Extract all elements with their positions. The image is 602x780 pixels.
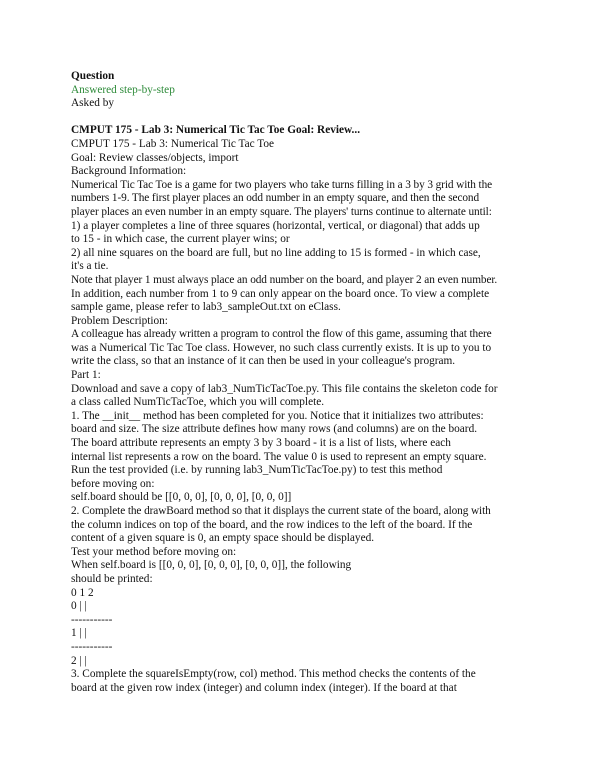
board-output-line: 0 1 2 [71, 586, 94, 599]
body-line: 2. Complete the drawBoard method so that it displays the current state of the board, along with [71, 505, 491, 517]
body-line: Goal: Review classes/objects, import [71, 151, 239, 164]
body-line: 1) a player completes a line of three squares (horizontal, vertical, or diagonal) that adds up [71, 219, 480, 232]
board-output-line: 2 | | [71, 654, 87, 667]
body-line: The board attribute represents an empty 3 by 3 board - it is a list of lists, where each [71, 437, 451, 450]
body-line: Download and save a copy of lab3_NumTicTacToe.py. This file contains the skeleton code for [71, 382, 498, 395]
body-line: Note that player 1 must always place an odd number on the board, and player 2 an even number. [71, 273, 498, 286]
body-line: was a Numerical Tic Tac Toe class. However, no such class currently exists. It is up to you to [71, 341, 492, 354]
body-line: 3. Complete the squareIsEmpty(row, col) method. This method checks the contents of the [71, 668, 476, 681]
body-line: A colleague has already written a program to control the flow of this game, assuming that there [71, 328, 492, 341]
body-line: write the class, so that an instance of it can then be used in your colleague's program. [71, 355, 456, 368]
body-line: self.board should be [[0, 0, 0], [0, 0, 0], [0, 0, 0]] [71, 491, 292, 504]
body-line: In addition, each number from 1 to 9 can only appear on the board once. To view a complete [71, 287, 490, 300]
board-output-line: 0 | | [71, 600, 87, 613]
body-line: content of a given square is 0, an empty space should be displayed. [71, 532, 375, 545]
body-line: Numerical Tic Tac Toe is a game for two players who take turns filling in a 3 by 3 grid with the [71, 178, 493, 191]
body-line: player places an even number in an empty square. The players' turns continue to alternate until: [71, 205, 492, 218]
body-line: 2) all nine squares on the board are full, but no line adding to 15 is formed - in which case, [71, 246, 481, 259]
answered-status[interactable]: Answered step-by-step [71, 83, 175, 96]
body-line: 1. The __init__ method has been completed for you. Notice that it initializes two attributes: [71, 409, 484, 422]
body-line: Test your method before moving on: [71, 545, 237, 558]
body-line: the column indices on top of the board, and the row indices to the left of the board. If the [71, 518, 473, 531]
body-line: it's a tie. [71, 260, 109, 273]
body-line: a class called NumTicTacToe, which you will complete. [71, 396, 325, 409]
board-output-line: 1 | | [71, 627, 87, 640]
body-line: board at the given row index (integer) and column index (integer). If the board at that [71, 681, 457, 694]
body-line: Part 1: [71, 369, 101, 382]
body-line: sample game, please refer to lab3_sampleOut.txt on eClass. [71, 301, 341, 314]
question-title: CMPUT 175 - Lab 3: Numerical Tic Tac Toe Goal: Review... [71, 124, 361, 137]
body-line: should be printed: [71, 572, 153, 585]
asked-by: Asked by [71, 97, 114, 110]
body-line: When self.board is [[0, 0, 0], [0, 0, 0], [0, 0, 0]], the following [71, 559, 352, 572]
board-output-line: ----------- [71, 640, 113, 653]
body-line: Run the test provided (i.e. by running lab3_NumTicTacToe.py) to test this method [71, 464, 443, 477]
body-line: Problem Description: [71, 314, 168, 327]
body-line: internal list represents a row on the board. The value 0 is used to represent an empty square. [71, 450, 487, 463]
body-line: before moving on: [71, 477, 155, 490]
question-label: Question [71, 70, 115, 82]
body-line: CMPUT 175 - Lab 3: Numerical Tic Tac Toe [71, 137, 275, 150]
question-body [71, 124, 582, 695]
question-header [71, 70, 582, 124]
body-line: board and size. The size attribute defines how many rows (and columns) are on the board. [71, 423, 478, 436]
body-line: numbers 1-9. The first player places an odd number in an empty square, and then the second [71, 192, 480, 205]
body-line: to 15 - in which case, the current player wins; or [71, 233, 290, 246]
body-line: Background Information: [71, 165, 187, 178]
header-spacer [71, 111, 582, 125]
board-output-line: ----------- [71, 613, 113, 626]
